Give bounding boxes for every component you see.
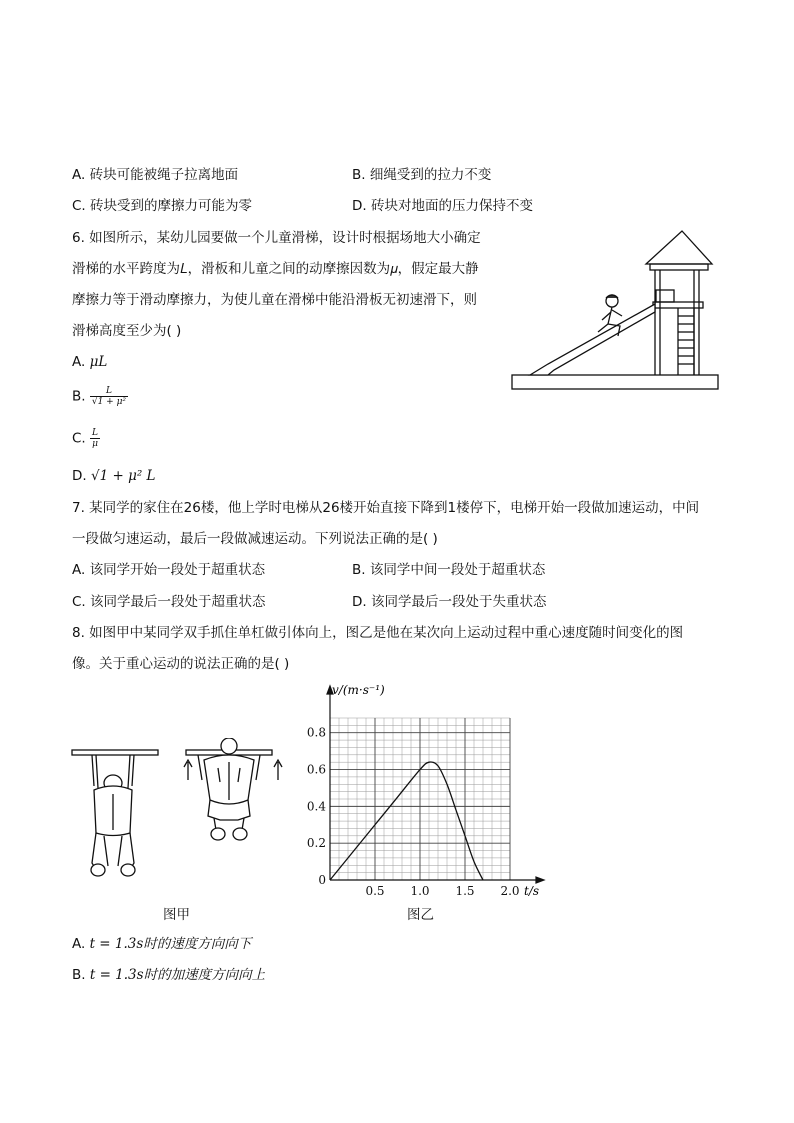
q8-stem-line-1: 8. 如图甲中某同学双手抓住单杠做引体向上，图乙是他在某次向上运动过程中重心速度随时间变化的图 — [72, 625, 684, 641]
q5-option-d: D. 砖块对地面的压力保持不变 — [352, 198, 533, 214]
slide-illustration — [508, 228, 724, 394]
q5-option-c: C. 砖块受到的摩擦力可能为零 — [72, 198, 253, 214]
q6-stem-line-4: 滑梯高度至少为( ) — [72, 323, 182, 339]
x-tick-label: 1.0 — [410, 884, 430, 898]
x-axis-label: t/s — [524, 884, 540, 898]
y-tick-label: 0.2 — [306, 836, 326, 851]
q8-option-b: B. t = 1.3s时的加速度方向向上 — [72, 967, 266, 983]
caption-figure-right: 图乙 — [407, 907, 434, 923]
q7-option-d: D. 该同学最后一段处于失重状态 — [352, 594, 547, 610]
y-tick-label: 0 — [318, 873, 326, 887]
x-tick-label: 0.5 — [365, 884, 385, 898]
y-tick-label: 0.6 — [306, 762, 326, 777]
caption-figure-left: 图甲 — [163, 907, 190, 923]
velocity-time-chart — [300, 680, 550, 900]
y-tick-label: 0.4 — [306, 799, 326, 814]
q6-option-a: A. μL — [72, 354, 108, 370]
q6-option-c: C. $\frac{L}{\mu}$ — [72, 428, 98, 449]
y-axis-label: v/(m·s⁻¹) — [332, 683, 385, 697]
q5-option-a: A. 砖块可能被绳子拉离地面 — [72, 167, 239, 183]
x-tick-label: 2.0 — [500, 884, 520, 898]
q7-option-b: B. 该同学中间一段处于超重状态 — [352, 562, 546, 578]
q7-stem-line-1: 7. 某同学的家住在26楼，他上学时电梯从26楼开始直接下降到1楼停下，电梯开始一段做加速运动，中间 — [72, 500, 700, 516]
pullup-illustration — [68, 738, 288, 888]
x-tick-label: 1.5 — [455, 884, 475, 898]
q6-stem-line-2: 滑梯的水平跨度为𝐿，滑板和儿童之间的动摩擦因数为𝜇，假定最大静 — [72, 261, 479, 277]
q7-option-a: A. 该同学开始一段处于超重状态 — [72, 562, 266, 578]
q6-option-b: B. $\frac{L}{\text{√1 + μ²}}$ — [72, 386, 127, 407]
q6-stem-line-3: 摩擦力等于滑动摩擦力，为使儿童在滑梯中能沿滑板无初速滑下，则 — [72, 292, 477, 308]
q8-stem-line-2: 像。关于重心运动的说法正确的是( ) — [72, 656, 290, 672]
q5-option-b: B. 细绳受到的拉力不变 — [352, 167, 492, 183]
q6-option-d: D. √1 + μ² L — [72, 468, 156, 484]
q7-stem-line-2: 一段做匀速运动，最后一段做减速运动。下列说法正确的是( ) — [72, 531, 438, 547]
y-tick-label: 0.8 — [306, 725, 326, 740]
x-axis-arrow — [536, 877, 544, 883]
q8-option-a: A. t = 1.3s时的速度方向向下 — [72, 936, 252, 952]
q7-option-c: C. 该同学最后一段处于超重状态 — [72, 594, 266, 610]
q6-stem-line-1: 6. 如图所示，某幼儿园要做一个儿童滑梯，设计时根据场地大小确定 — [72, 230, 481, 246]
